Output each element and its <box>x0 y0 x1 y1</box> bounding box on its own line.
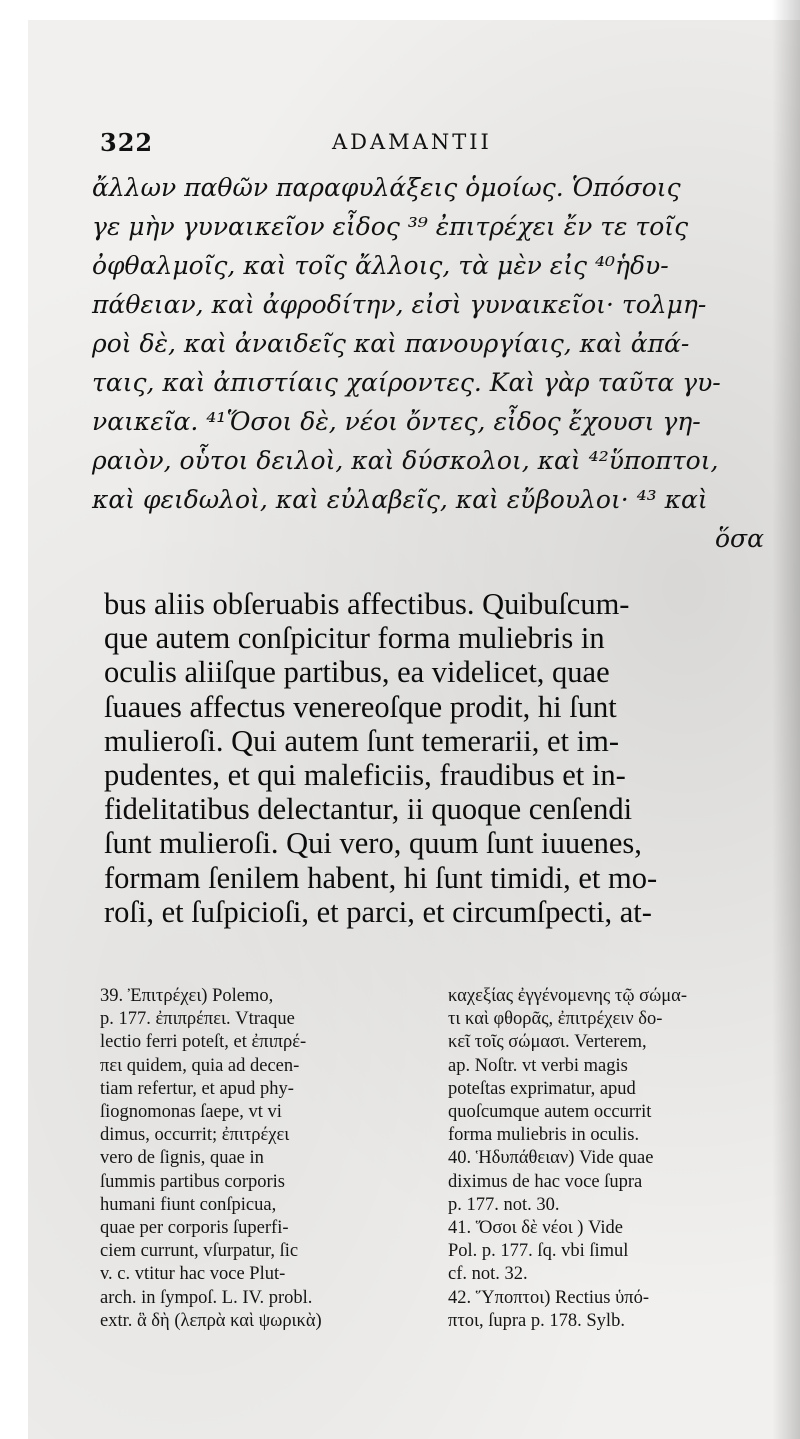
footnote-line: ſummis partibus corporis <box>100 1171 285 1192</box>
footnote-line: v. c. vtitur hac voce Plut- <box>100 1264 286 1285</box>
footnote-line: ſiognomonas ſaepe, vt vi <box>100 1102 282 1123</box>
footnote-line: humani fiunt conſpicua, <box>100 1194 277 1215</box>
footnote-line: Pol. p. 177. ſq. vbi ſimul <box>448 1241 629 1262</box>
latin-translation-block <box>104 587 764 929</box>
latin-line: oculis aliiſque partibus, ea videlicet, quae <box>104 655 610 690</box>
footnote-line: 39. Ἐπιτρέχει) Polemo, <box>100 986 274 1006</box>
footnote-line: vero de ſignis, quae in <box>100 1148 264 1169</box>
greek-line: πάθειαν, καὶ ἀφροδίτην, εἰσὶ γυναικεῖοι· τολμη- <box>92 290 707 319</box>
footnote-line: καχεξίας ἐγγένομενης τῷ σώμα- <box>448 986 688 1006</box>
footnote-line: p. 177. not. 30. <box>448 1194 560 1215</box>
footnote-line: πει quidem, quia ad decen- <box>100 1055 300 1076</box>
catchword: ὅσα <box>715 524 764 553</box>
footnote-line: quae per corporis ſuperfi- <box>100 1218 289 1239</box>
footnotes-right-column <box>448 985 770 1333</box>
latin-line: formam ſenilem habent, hi ſunt timidi, et mo- <box>104 860 658 895</box>
greek-line: γε μὴν γυναικεῖον εἶδος ³⁹ ἐπιτρέχει ἔν τε τοῖς <box>92 212 689 241</box>
footnote-line: lectio ferri poteſt, et ἐπιπρέ- <box>100 1032 307 1053</box>
latin-line: roſi, et ſuſpicioſi, et parci, et circumſpecti, at- <box>104 894 652 929</box>
footnote-line: κεῖ τοῖς σώμασι. Verterem, <box>448 1032 647 1053</box>
running-head: ADAMANTII <box>332 130 492 154</box>
footnote-line: dimus, occurrit; ἐπιτρέχει <box>100 1125 290 1146</box>
footnote-line: πτοι, ſupra p. 178. Sylb. <box>448 1310 625 1331</box>
page-number: 322 <box>100 128 154 157</box>
greek-line: ροὶ δὲ, καὶ ἀναιδεῖς καὶ πανουργίαις, καὶ ἀπά- <box>92 329 690 358</box>
greek-line: ναικεῖα. ⁴¹Ὅσοι δὲ, νέοι ὄντες, εἶδος ἔχουσι γη- <box>92 407 701 436</box>
footnote-line: cf. not. 32. <box>448 1264 528 1285</box>
latin-line: bus aliis obſeruabis affectibus. Quibuſcum- <box>104 587 630 621</box>
footnote-line: tiam refertur, et apud phy- <box>100 1078 294 1099</box>
footnote-line: quoſcumque autem occurrit <box>448 1102 652 1123</box>
latin-line: pudentes, et qui maleficiis, fraudibus et in- <box>104 758 626 793</box>
footnote-line: extr. ἃ δὴ (λεπρὰ καὶ ψωρικὰ) <box>100 1310 322 1331</box>
footnote-line: poteſtas exprimatur, apud <box>448 1078 636 1099</box>
footnote-line: τι καὶ φθορᾶς, ἐπιτρέχειν δο- <box>448 1009 663 1030</box>
page-header <box>100 120 760 160</box>
latin-line: fidelitatibus delectantur, ii quoque cenſendi <box>104 792 633 827</box>
greek-line: ὀφθαλμοῖς, καὶ τοῖς ἄλλοις, τὰ μὲν εἰς ⁴⁰ἡδυ- <box>92 251 669 280</box>
greek-line: καὶ φειδωλοὶ, καὶ εὐλαβεῖς, καὶ εὔβουλοι· ⁴³ καὶ <box>92 485 708 514</box>
latin-line: ſuaues affectus venereoſque prodit, hi ſunt <box>104 689 617 724</box>
greek-text-block <box>92 168 770 558</box>
footnote-line: arch. in ſympoſ. L. IV. probl. <box>100 1287 313 1308</box>
footnotes-left-column <box>100 985 430 1333</box>
footnote-line: ciem currunt, vſurpatur, ſic <box>100 1241 299 1262</box>
footnote-line: 40. Ἡδυπάθειαν) Vide quae <box>448 1148 654 1169</box>
footnote-line: forma muliebris in oculis. <box>448 1125 640 1146</box>
greek-line: ἄλλων παθῶν παραφυλάξεις ὁμοίως. Ὁπόσοις <box>92 173 681 202</box>
greek-line: ταις, καὶ ἀπιστίαις χαίροντες. Καὶ γὰρ ταῦτα γυ- <box>92 368 721 397</box>
page-shadow <box>772 0 800 1439</box>
footnote-line: 41. Ὅσοι δὲ νέοι ) Vide <box>448 1218 623 1239</box>
latin-line: mulieroſi. Qui autem ſunt temerarii, et im- <box>104 723 619 758</box>
greek-line: ραιὸν, οὗτοι δειλοὶ, καὶ δύσκολοι, καὶ ⁴²ὕποπτοι, <box>92 446 719 475</box>
footnote-line: ap. Noſtr. vt verbi magis <box>448 1055 628 1076</box>
latin-line: ſunt mulieroſi. Qui vero, quum ſunt iuuenes, <box>104 826 642 861</box>
latin-line: que autem conſpicitur forma muliebris in <box>104 621 605 656</box>
footnote-line: 42. Ὕποπτοι) Rectius ὑπό- <box>448 1287 650 1308</box>
footnote-line: p. 177. ἐπιπρέπει. Vtraque <box>100 1009 295 1030</box>
footnote-line: diximus de hac voce ſupra <box>448 1171 643 1192</box>
